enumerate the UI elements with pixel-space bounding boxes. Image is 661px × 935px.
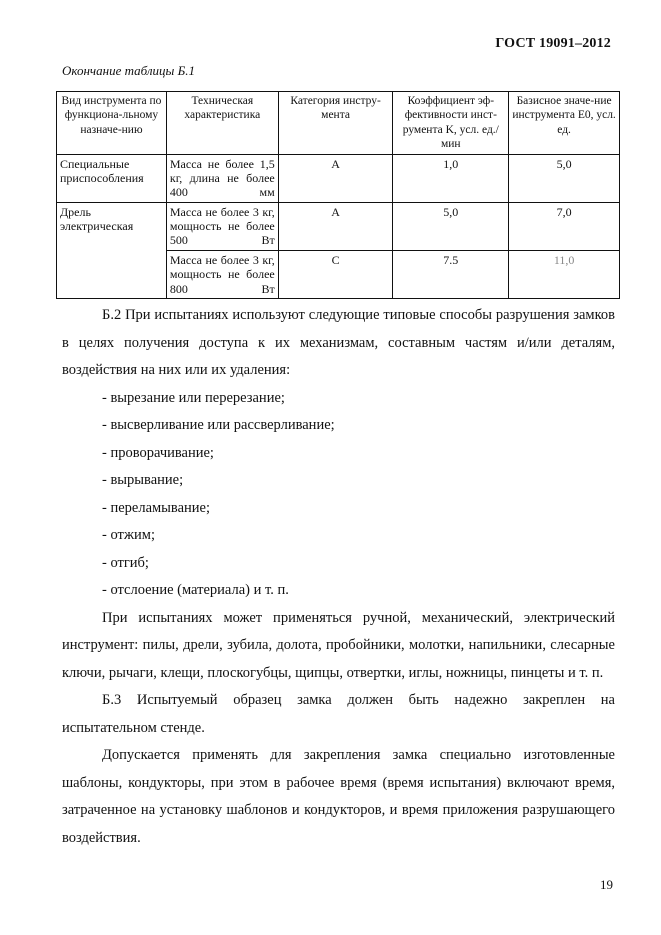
list-item: - переламывание; (102, 499, 210, 516)
header-spec: Техническая характеристика (166, 92, 278, 155)
body-text (62, 302, 615, 852)
paragraph-b3: Б.3 Испытуемый образец замка должен быть надежно закреплен на испытательном стенде. (62, 692, 615, 736)
header-base-value: Базисное значе-ние инструмента E0, усл. ед. (509, 92, 620, 155)
page-number: 19 (600, 877, 613, 892)
cell-spec: Масса не более 1,5 кг, длина не более 400 мм (166, 154, 278, 202)
list-item: - проворачивание; (102, 444, 214, 461)
cell-spec: Масса не более 3 кг, мощность не более 800 Вт (166, 250, 278, 298)
cell-base-value: 11,0 (509, 250, 620, 298)
paragraph-allowed: Допускается применять для закрепления замка специально изготовленные шаблоны, кондукторы, при этом в рабочее время (время испытания) включают время, затраченное на установку шаблонов и кондукторов, и время приложения разрушающего воздействия. (62, 747, 615, 846)
cell-coefficient: 7.5 (393, 250, 509, 298)
document-header: ГОСТ 19091–2012 (495, 36, 611, 51)
list-item: - высверливание или рассверливание; (102, 417, 335, 433)
header-category: Категория инстру-мента (278, 92, 393, 155)
paragraph-b2: Б.2 При испытаниях используют следующие типовые способы разрушения замков в целях получения доступа к их механизмам, составным частям и/или деталям, воздействия на них или их удаления: (62, 307, 615, 378)
cell-spec: Масса не более 3 кг, мощность не более 500 Вт (166, 202, 278, 250)
cell-tool-type: Дрель электрическая (57, 202, 167, 298)
header-coefficient: Коэффициент эф-фективности инст-румента K, усл. ед./мин (393, 92, 509, 155)
cell-coefficient: 1,0 (393, 154, 509, 202)
table-header-row (57, 92, 620, 155)
cell-category: А (278, 154, 393, 202)
cell-category: С (278, 250, 393, 298)
cell-tool-type: Специальные приспособления (57, 154, 167, 202)
paragraph-tools: При испытаниях может применяться ручной, механический, электрический инструмент: пилы, дрели, зубила, долота, пробойники, молотки, напильники, слесарные ключи, рычаги, клещи, плоскогубцы, щипцы, отвертки, иглы, ножницы, пинцеты и т. п. (62, 609, 615, 681)
tools-table (56, 91, 620, 299)
list-item: - отжим; (102, 527, 156, 543)
cell-category: А (278, 202, 393, 250)
table-row (57, 154, 620, 202)
cell-coefficient: 5,0 (393, 202, 509, 250)
list-item: - вырывание; (102, 472, 184, 488)
cell-base-value: 5,0 (509, 154, 620, 202)
list-item: - отслоение (материала) и т. п. (102, 582, 289, 598)
list-item: - отгиб; (102, 554, 149, 571)
list-item: - вырезание или перерезание; (102, 389, 285, 406)
table-row (57, 202, 620, 250)
table-caption: Окончание таблицы Б.1 (62, 63, 195, 78)
header-tool-type: Вид инструмента по функциона-льному назначе-нию (57, 92, 167, 155)
cell-base-value: 7,0 (509, 202, 620, 250)
